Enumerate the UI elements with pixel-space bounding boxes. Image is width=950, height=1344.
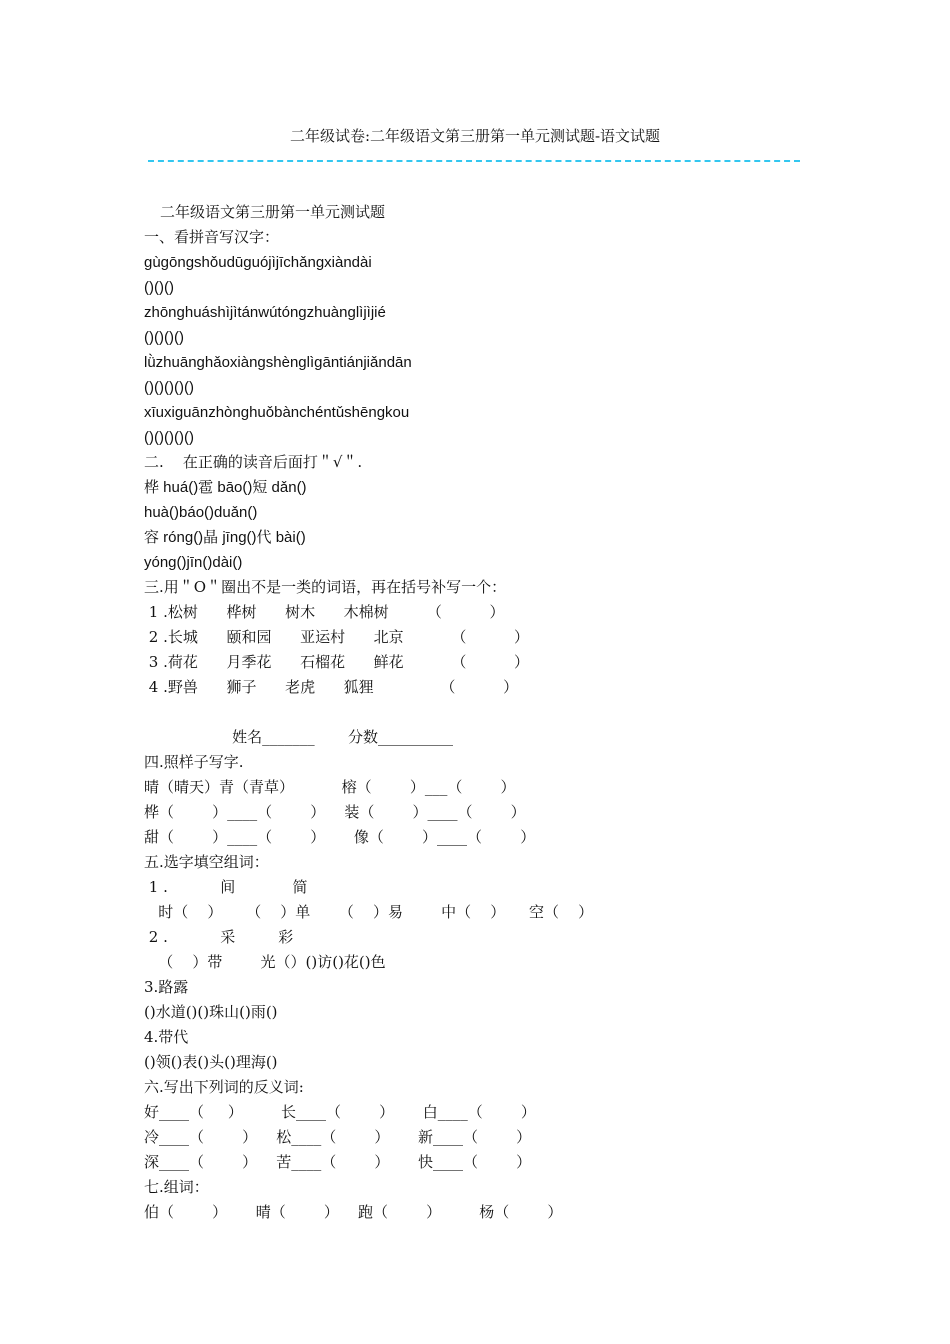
document-line: 2 . 采 彩 — [144, 928, 294, 946]
document-line: 一、看拼音写汉字： — [144, 228, 280, 246]
questions-part-2 — [144, 750, 824, 1225]
title-divider — [148, 160, 800, 162]
document-line: 3.路露 — [144, 978, 189, 996]
document-line: 桦 huá()雹 bāo()短 dǎn() — [144, 479, 307, 496]
document-line: 四.照样子写字. — [144, 753, 244, 771]
document-line: 伯（ ） 晴（ ） 跑（ ） 杨（ ） — [144, 1203, 563, 1221]
document-line: 容 róng()晶 jīng()代 bài() — [144, 529, 306, 546]
test-subtitle: 二年级语文第三册第一单元测试题 — [160, 203, 386, 221]
document-line: 时（ ） （ ）单 （ ）易 中（ ） 空（ ） — [144, 903, 594, 921]
document-line: 桦（ ）____（ ） 装（ ）____（ ） — [144, 803, 526, 821]
document-line: ()领()表()头()理海() — [144, 1053, 278, 1071]
document-line: 五.选字填空组词： — [144, 853, 269, 871]
document-line: 4.带代 — [144, 1028, 189, 1046]
document-line: 1 . 间 简 — [144, 878, 308, 896]
document-line: 七.组词： — [144, 1178, 209, 1196]
document-line: xīuxiguānzhònghuǒbànchéntǔshēngkou — [144, 404, 410, 421]
document-line: zhōnghuáshìjìtánwútóngzhuànglìjìjié — [144, 304, 386, 321]
document-line: 三.用＂O＂圈出不是一类的词语，再在括号补写一个： — [144, 578, 507, 596]
document-line: ()()()() — [144, 329, 184, 346]
document-line: 晴（晴天）青（青草） 榕（ ）___（ ） — [144, 778, 516, 796]
document-line: 二. 在正确的读音后面打＂√＂. — [144, 453, 363, 471]
document-line: 1 .松树 桦树 树木 木棉树 （ ） — [144, 603, 505, 621]
document-line: huà()báo()duǎn() — [144, 504, 258, 521]
questions-part-1 — [144, 225, 824, 700]
document-body — [144, 200, 824, 1225]
document-line: 深____（ ） 苦____（ ） 快____（ ） — [144, 1153, 532, 1171]
document-line: （ ）带 光（）()访()花()色 — [144, 953, 386, 971]
document-line: 甜（ ）____（ ） 像（ ）____（ ） — [144, 828, 536, 846]
document-line: 六.写出下列词的反义词: — [144, 1078, 304, 1096]
document-title: 二年级试卷:二年级语文第三册第一单元测试题-语文试题 — [289, 127, 661, 145]
document-line: 3 .荷花 月季花 石榴花 鲜花 （ ） — [144, 653, 530, 671]
document-line: yóng()jīn()dài() — [144, 554, 243, 571]
document-line: lǜzhuānghǎoxiàngshènglìgāntiánjiǎndān — [144, 354, 412, 371]
spacer — [144, 700, 824, 725]
document-line: 4 .野兽 狮子 老虎 狐狸 （ ） — [144, 678, 519, 696]
document-line: 好____（ ） 长____（ ） 白____（ ） — [144, 1103, 536, 1121]
document-line: ()()()()() — [144, 379, 194, 396]
document-line: gùgōngshǒudūguójìjīchǎngxiàndài — [144, 254, 372, 271]
document-line: ()水道()()珠山()雨() — [144, 1003, 278, 1021]
document-line: 冷____（ ） 松____（ ） 新____（ ） — [144, 1128, 532, 1146]
name-score-line: 姓名_______ 分数__________ — [194, 728, 454, 746]
document-line: ()()()()() — [144, 429, 194, 446]
document-line: 2 .长城 颐和园 亚运村 北京 （ ） — [144, 628, 530, 646]
document-line: ()()() — [144, 279, 174, 296]
